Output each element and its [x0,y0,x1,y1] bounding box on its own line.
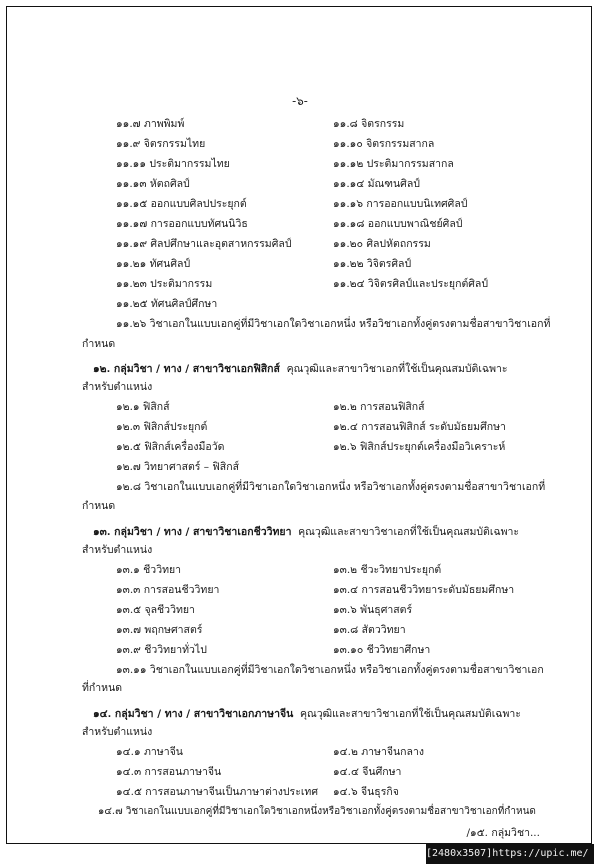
next-page-marker: /๑๕. กลุ่มวิชา... [466,827,540,839]
list-item: ๑๒.๒ การสอนฟิสิกส์ [333,401,425,413]
list-item: ๑๓.๑๐ ชีววิทยาศึกษา [333,644,431,656]
list-item: ๑๑.๒๓ ประติมากรรม [116,278,213,290]
list-item: ๑๓.๔ การสอนชีววิทยาระดับมัธยมศึกษา [333,584,515,596]
list-item: ๑๓.๗ พฤกษศาสตร์ [116,624,203,636]
section-heading-cont: สำหรับตำแหน่ง [82,726,153,738]
list-item: ๑๓.๘ สัตววิทยา [333,624,406,636]
watermark-link[interactable]: [2480x3507]https://upic.me/ [426,844,594,864]
note-text-cont: ที่กำหนด [82,682,123,694]
list-item: ๑๔.๔ จีนศึกษา [333,766,402,778]
list-item: ๑๑.๒๔ วิจิตรศิลป์และประยุกต์ศิลป์ [333,278,489,290]
list-item: ๑๑.๑๔ มัณฑนศิลป์ [333,178,420,190]
note-text-cont: กำหนด [82,338,116,350]
list-item: ๑๑.๘ จิตรกรรม [333,118,405,130]
note-text: ๑๓.๑๑ วิชาเอกในแบบเอกคู่ที่มีวิชาเอกใดวิชาเอกหนึ่ง หรือวิชาเอกทั้งคู่ตรงตามชื่อสาขาวิชาเอก [116,664,544,676]
page-number: -๖- [292,94,308,108]
list-item: ๑๑.๒๕ ทัศนศิลป์ศึกษา [116,298,218,310]
list-item: ๑๓.๙ ชีววิทยาทั่วไป [116,644,207,656]
list-item: ๑๔.๓ การสอนภาษาจีน [116,766,222,778]
list-item: ๑๑.๑๒ ประติมากรรมสากล [333,158,454,170]
list-item: ๑๒.๔ การสอนฟิสิกส์ ระดับมัธยมศึกษา [333,421,506,433]
section-heading-cont: สำหรับตำแหน่ง [82,381,153,393]
list-item: ๑๓.๒ ชีวะวิทยาประยุกต์ [333,564,442,576]
list-item: ๑๑.๑๙ ศิลปศึกษาและอุตสาหกรรมศิลป์ [116,238,292,250]
list-item: ๑๑.๑๗ การออกแบบทัศนนิวิธ [116,218,248,230]
list-item: ๑๒.๕ ฟิสิกส์เครื่องมือวัด [116,441,225,453]
list-item: ๑๑.๑๕ ออกแบบศิลปประยุกต์ [116,198,247,210]
list-item: ๑๒.๖ ฟิสิกส์ประยุกต์เครื่องมือวิเคราะห์ [333,441,506,453]
list-item: ๑๒.๓ ฟิสิกส์ประยุกต์ [116,421,208,433]
list-item: ๑๒.๑ ฟิสิกส์ [116,401,170,413]
note-text-cont: กำหนด [82,500,116,512]
list-item: ๑๑.๒๑ ทัศนศิลป์ [116,258,191,270]
note-text: ๑๒.๘ วิชาเอกในแบบเอกคู่ที่มีวิชาเอกใดวิชาเอกหนึ่ง หรือวิชาเอกทั้งคู่ตรงตามชื่อสาขาวิชาเอกที่ [116,481,546,493]
list-item: ๑๑.๑๓ หัตถศิลป์ [116,178,190,190]
list-item: ๑๑.๗ ภาพพิมพ์ [116,118,185,130]
note-text: ๑๔.๗ วิชาเอกในแบบเอกคู่ที่มีวิชาเอกใดวิชาเอกหนึ่งหรือวิชาเอกทั้งคู่ตรงตามชื่อสาขาวิชาเอกที่กำหนด [98,806,536,817]
list-item: ๑๑.๑๖ การออกแบบนิเทศศิลป์ [333,198,468,210]
list-item: ๑๑.๑๘ ออกแบบพาณิชย์ศิลป์ [333,218,463,230]
list-item: ๑๔.๖ จีนธุรกิจ [333,786,399,798]
list-item: ๑๑.๙ จิตรกรรมไทย [116,138,206,150]
list-item: ๑๑.๒๒ วิจิตรศิลป์ [333,258,412,270]
list-item: ๑๑.๒๐ ศิลปหัตถกรรม [333,238,431,250]
list-item: ๑๔.๒ ภาษาจีนกลาง [333,746,424,758]
list-item: ๑๓.๖ พันธุศาสตร์ [333,604,413,616]
list-item: ๑๑.๑๑ ประติมากรรมไทย [116,158,230,170]
section-heading-cont: สำหรับตำแหน่ง [82,544,153,556]
section-heading: ๑๒. กลุ่มวิชา / ทาง / สาขาวิชาเอกฟิสิกส์ คุณวุฒิและสาขาวิชาเอกที่ใช้เป็นคุณสมบัติเฉพาะ [93,363,508,375]
list-item: ๑๒.๗ วิทยาศาสตร์ – ฟิสิกส์ [116,461,239,473]
list-item: ๑๔.๑ ภาษาจีน [116,746,183,758]
note-text: ๑๑.๒๖ วิชาเอกในแบบเอกคู่ที่มีวิชาเอกใดวิชาเอกหนึ่ง หรือวิชาเอกทั้งคู่ตรงตามชื่อสาขาวิชาเอกที่ [116,318,551,330]
section-heading: ๑๔. กลุ่มวิชา / ทาง / สาขาวิชาเอกภาษาจีน คุณวุฒิและสาขาวิชาเอกที่ใช้เป็นคุณสมบัติเฉพาะ [93,708,521,720]
list-item: ๑๔.๕ การสอนภาษาจีนเป็นภาษาต่างประเทศ [116,786,319,798]
section-heading: ๑๓. กลุ่มวิชา / ทาง / สาขาวิชาเอกชีววิทยา คุณวุฒิและสาขาวิชาเอกที่ใช้เป็นคุณสมบัติเฉพาะ [93,526,520,538]
list-item: ๑๓.๕ จุลชีววิทยา [116,604,195,616]
list-item: ๑๑.๑๐ จิตรกรรมสากล [333,138,435,150]
list-item: ๑๓.๓ การสอนชีววิทยา [116,584,220,596]
list-item: ๑๓.๑ ชีววิทยา [116,564,182,576]
